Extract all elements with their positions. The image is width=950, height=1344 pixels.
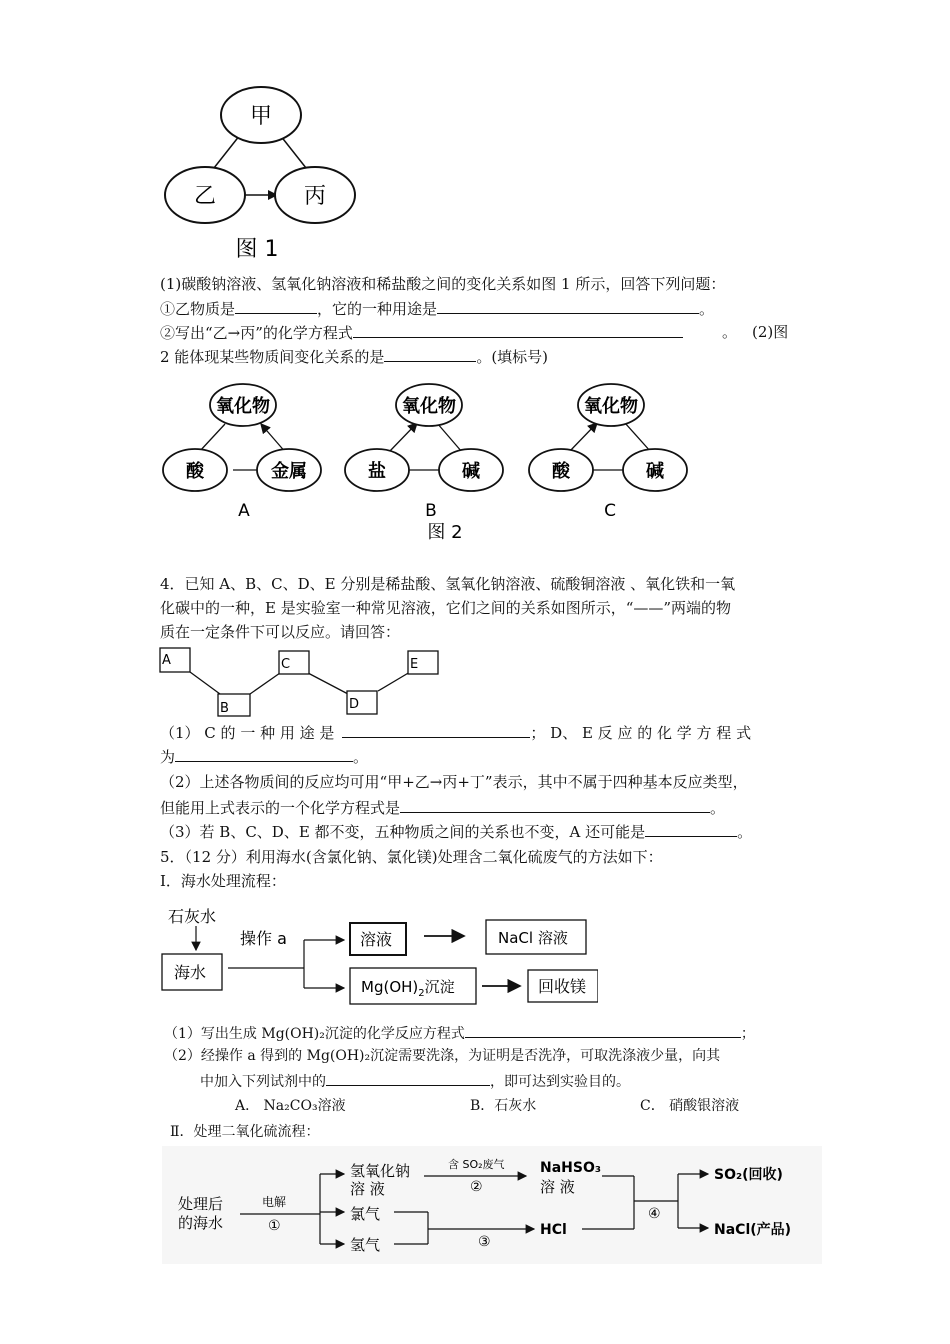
box-e-label: E [410,657,419,672]
q4-line2: 化碳中的一种，E 是实验室一种常见溶液，它们之间的关系如图所示，“——”两端的物 [160,599,732,617]
b-label: B [425,501,437,521]
node-bing-label: 丙 [303,184,327,209]
chlorine-label: 氯气 [350,1205,381,1223]
q5-s2b: 中加入下列试剂中的 ，即可达到实验目的。 [200,1070,630,1092]
figure-1 [150,80,380,270]
c-acid-label: 酸 [552,461,570,482]
q4-s1c: 为 。 [160,748,369,766]
b-base-label: 碱 [462,461,480,482]
step-2: ② [470,1179,483,1195]
q2-head: (2)图 [752,323,789,341]
so2-recycle-label: SO₂(回收) [714,1167,783,1183]
box-a-label: A [162,653,171,668]
b-salt-label: 盐 [368,461,386,482]
q5-head: 5．（12 分）利用海水(含氯化钠、氯化镁)处理含二氧化硫废气的方法如下： [160,848,663,866]
op-a-label: 操作 a [240,929,287,948]
a-label: A [238,501,250,521]
diagram-c [529,384,687,521]
diagram-a [163,384,321,521]
option-a: A． Na₂CO₃溶液 [235,1098,346,1114]
electrolysis-label: 电解 [262,1195,287,1209]
so2-waste-label: 含 SO₂废气 [448,1158,505,1171]
box-d-label: D [349,697,360,712]
hcl-label: HCl [540,1222,567,1238]
flow-1 [158,898,598,1012]
c-oxide-label: 氧化物 [584,396,638,417]
q4-s3: （3）若 B、C、D、E 都不变，五种物质之间的关系也不变，A 还可能是 。 [160,823,753,841]
q1-part-b: ②写出“乙→丙”的化学方程式 [160,322,683,343]
c-base-label: 碱 [646,461,664,482]
q4-diagram [158,646,448,720]
b-oxide-label: 氧化物 [402,396,456,417]
box-c-label: C [281,657,291,672]
q5-s2a: （2）经操作 a 得到的 Mg(OH)₂沉淀需要洗涤，为证明是否洗净，可取洗涤液少量，向其 [164,1048,721,1064]
mgoh-label: $Mg(OH)_2$沉淀 [361,978,455,999]
q4-line1: 4．已知 A、B、C、D、E 分别是稀盐酸、氢氧化钠溶液、硫酸铜溶液 、氧化铁和一氧 [160,575,736,593]
naoh-label-1: 氢氧化钠 [350,1162,411,1180]
treated-seawater-1: 处理后 [178,1195,224,1213]
diagram-b [345,384,503,521]
nacl-solution-label: NaCl 溶液 [498,929,568,947]
option-b: B．石灰水 [470,1098,537,1114]
step-1: ① [268,1218,281,1234]
figure-1-caption: 图 1 [235,237,279,262]
recycle-mg-label: 回收镁 [538,977,587,996]
nahso3-solution-label: 溶 液 [540,1178,575,1196]
q4-line3: 质在一定条件下可以反应。请回答： [160,623,401,641]
q2-line: 2 能体现某些物质间变化关系的是 。(填标号) [160,348,549,366]
lime-label: 石灰水 [168,907,217,926]
node-yi-label: 乙 [193,184,217,209]
nacl-product-label: NaCl(产品) [714,1222,792,1238]
q4-s1a: （1） C 的 一 种 用 途 是 ； D、 E 反 应 的 化 学 方 程 式 [160,724,752,742]
step-4: ④ [648,1206,661,1222]
a-metal-label: 金属 [271,461,307,482]
q4-s2b: 但能用上式表示的一个化学方程式是 。 [160,799,726,817]
treated-seawater-2: 的海水 [178,1214,224,1232]
seawater-label: 海水 [174,963,207,982]
a-acid-label: 酸 [186,461,204,482]
figure-2-caption: 图 2 [427,522,463,543]
nahso3-label: NaHSO₃ [540,1160,601,1176]
step-3: ③ [478,1234,491,1250]
a-oxide-label: 氧化物 [216,396,270,417]
q5-part1: Ⅰ．海水处理流程： [160,872,286,890]
flow-2 [162,1146,822,1264]
c-label: C [604,501,616,521]
q5-s1: （1）写出生成 Mg(OH)₂沉淀的化学反应方程式 ； [164,1022,755,1044]
q5-part2: Ⅱ．处理二氧化硫流程： [170,1124,320,1140]
q1-intro: (1)碳酸钠溶液、氢氧化钠溶液和稀盐酸之间的变化关系如图 1 所示，回答下列问题： [160,275,726,293]
hydrogen-label: 氢气 [350,1236,381,1254]
q4-s2a: （2）上述各物质间的反应均可用“甲+乙→丙+丁”表示，其中不属于四种基本反应类型， [160,773,748,791]
q1-part-a: ①乙物质是 ，它的一种用途是 。 [160,300,715,318]
node-jia-label: 甲 [249,104,273,129]
naoh-label-2: 溶 液 [350,1180,385,1198]
solution-label: 溶液 [360,930,393,949]
q1-part-b-end: 。 [722,323,738,341]
option-c: C． 硝酸银溶液 [640,1098,740,1114]
figure-2 [155,378,715,548]
box-b-label: B [220,701,229,716]
